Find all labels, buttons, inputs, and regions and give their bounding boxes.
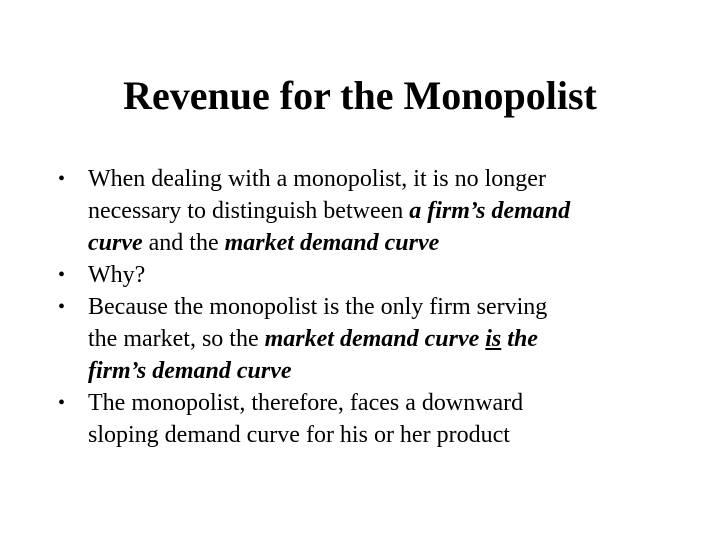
bullet-item-1 xyxy=(54,163,694,259)
bullet-item-2 xyxy=(54,259,694,291)
bullet-item-4 xyxy=(54,387,694,451)
firms-demand-curve-emphasis: a firm’s demand xyxy=(409,198,571,224)
bullet-2-line-1: Why? xyxy=(88,262,146,288)
bullet-3-line-3: firm’s demand curve xyxy=(88,358,292,384)
bullet-marker: • xyxy=(58,168,66,190)
bullet-3-text: the market, so the xyxy=(88,326,265,352)
market-demand-curve-emphasis: market demand curve xyxy=(264,326,486,352)
curve-emphasis: curve xyxy=(88,230,143,256)
is-underlined-emphasis: is xyxy=(485,326,502,352)
bullet-list xyxy=(54,163,694,451)
bullet-1-text: and the xyxy=(142,230,225,256)
the-emphasis: the xyxy=(501,326,538,352)
bullet-3-line-1: Because the monopolist is the only firm serving xyxy=(88,294,548,320)
bullet-marker: • xyxy=(58,264,66,286)
bullet-1-line-1: When dealing with a monopolist, it is no longer xyxy=(88,166,546,192)
bullet-3-line-2 xyxy=(88,323,694,355)
bullet-item-3 xyxy=(54,291,694,387)
bullet-marker: • xyxy=(58,296,66,318)
bullet-1-line-2 xyxy=(88,195,694,227)
slide-title: Revenue for the Monopolist xyxy=(123,73,597,118)
market-demand-curve-emphasis: market demand curve xyxy=(224,230,440,256)
bullet-1-line-3 xyxy=(88,227,694,259)
bullet-1-text: necessary to distinguish between xyxy=(88,198,410,224)
bullet-4-line-1: The monopolist, therefore, faces a downward xyxy=(88,390,524,416)
bullet-marker: • xyxy=(58,392,66,414)
bullet-4-line-2: sloping demand curve for his or her product xyxy=(88,422,510,448)
